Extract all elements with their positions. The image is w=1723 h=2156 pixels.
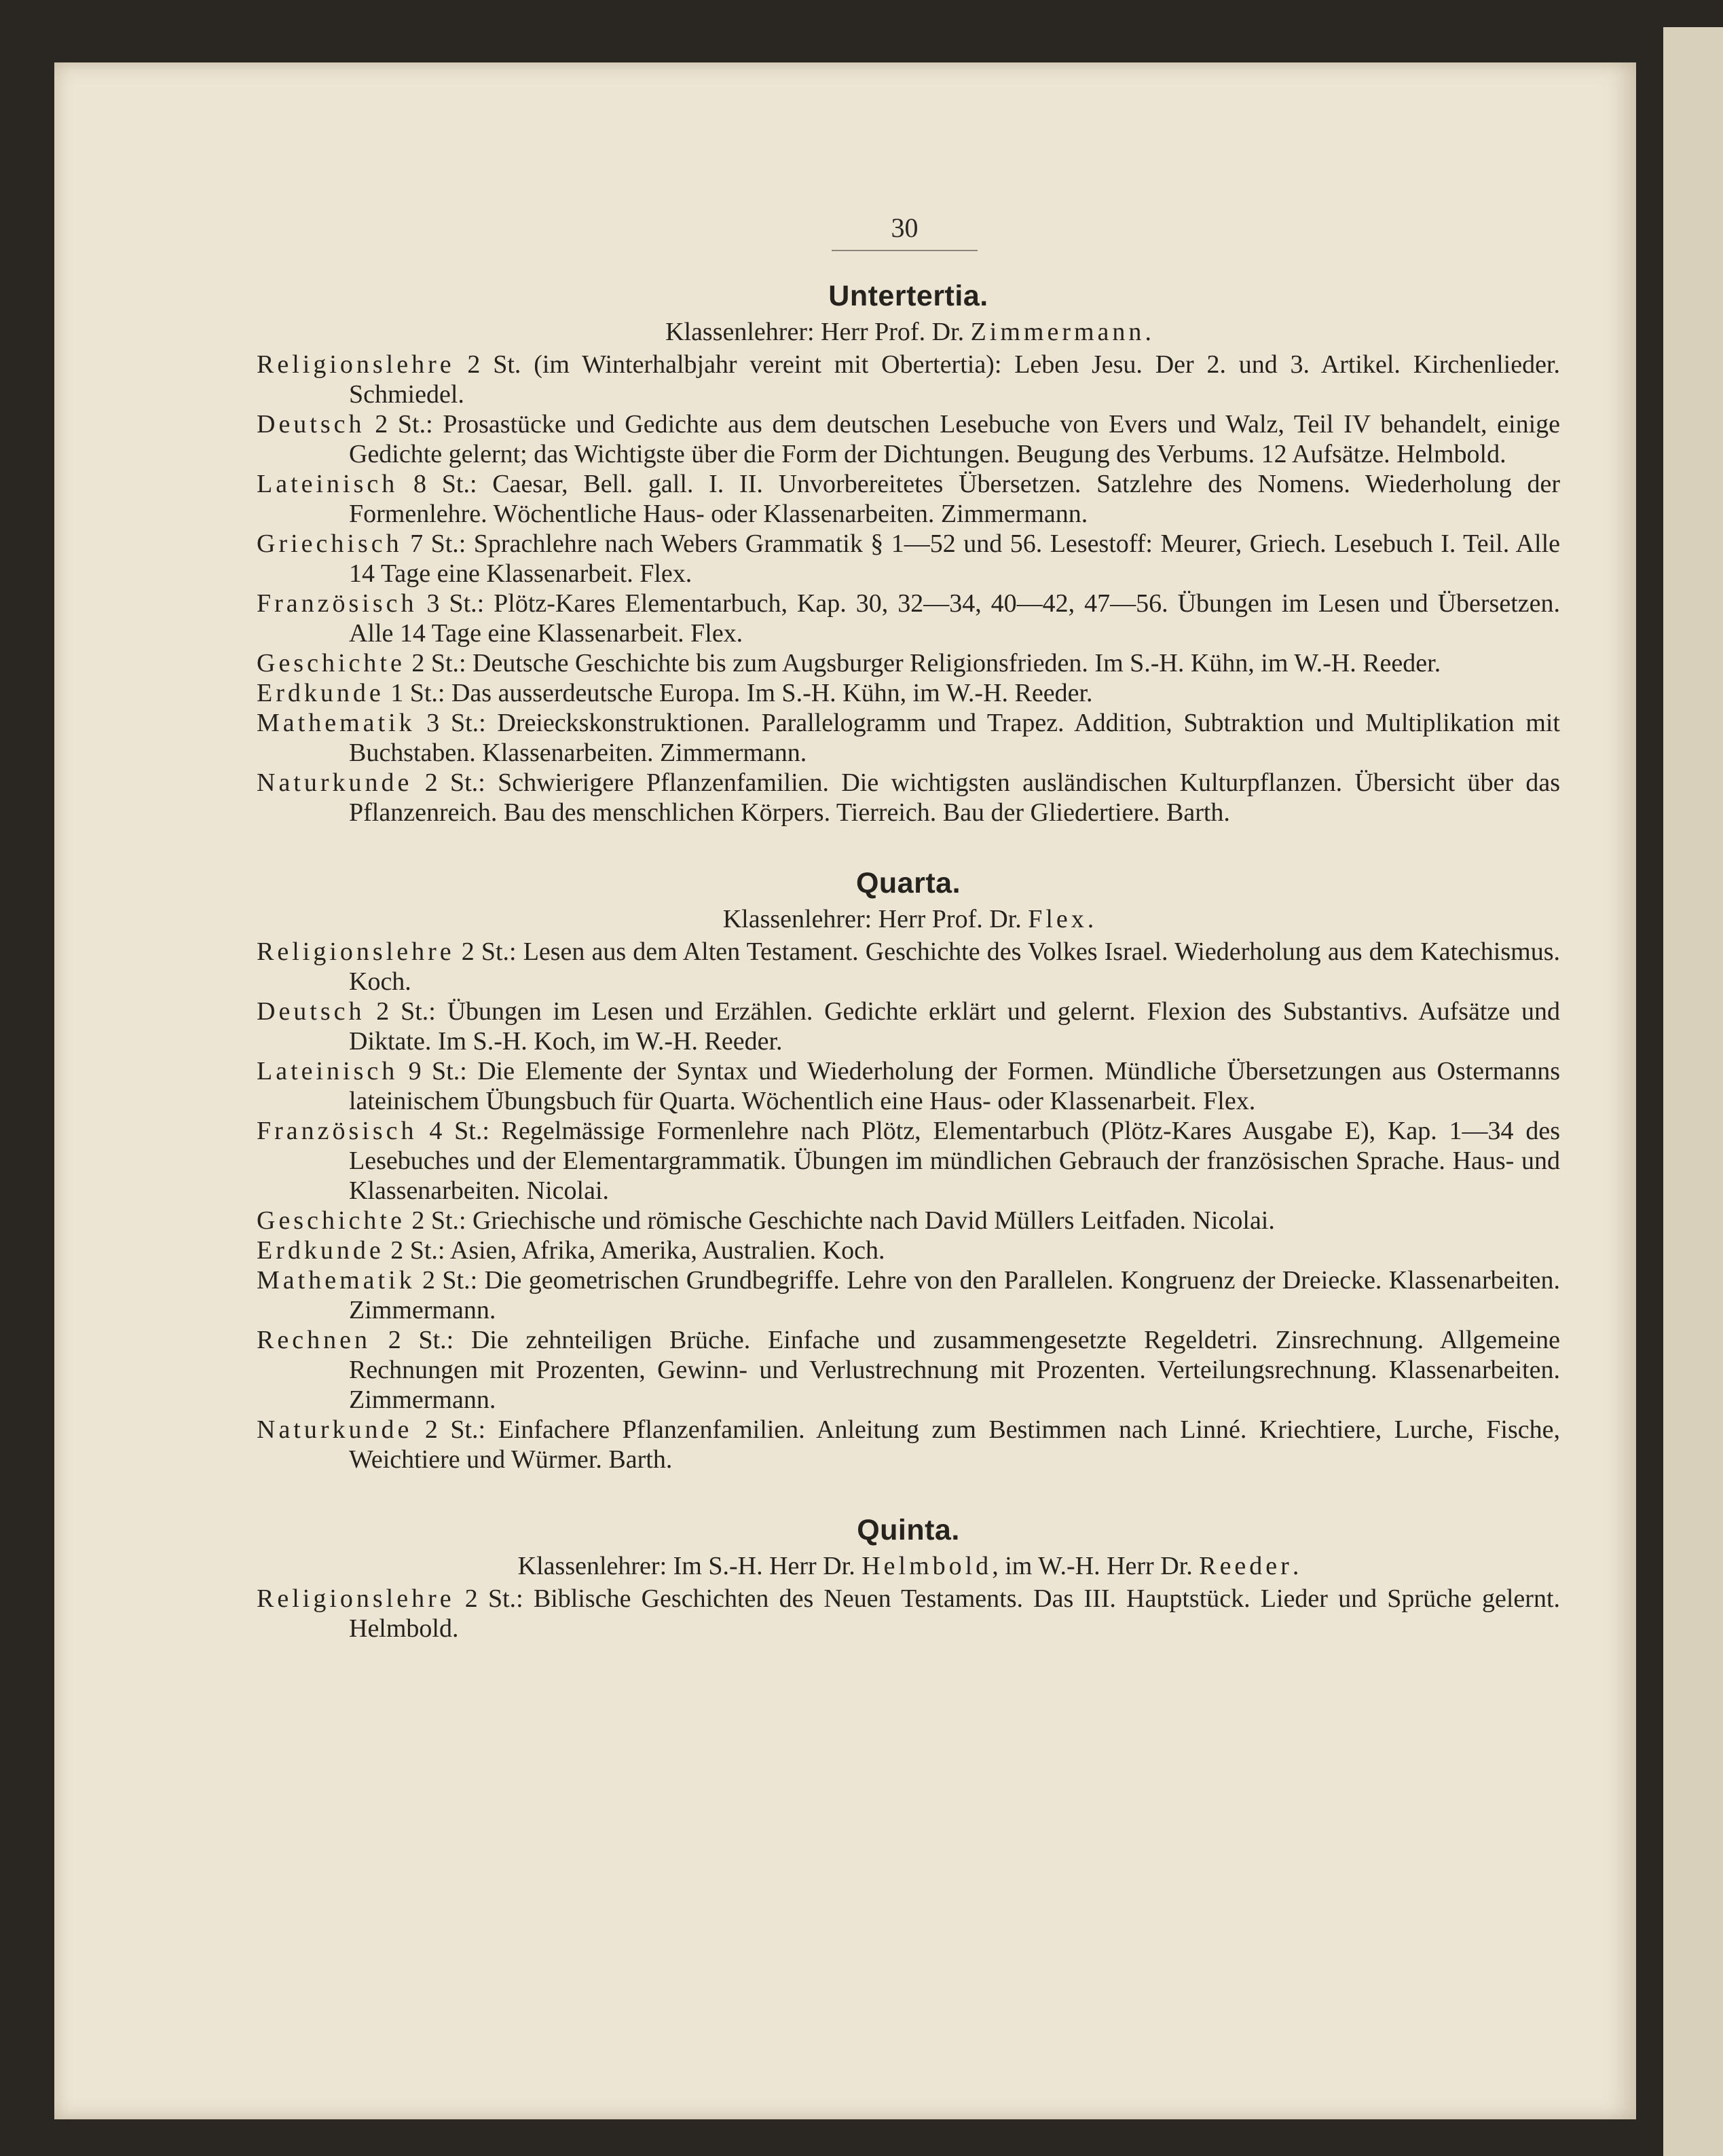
subject-name: Lateinisch: [257, 470, 399, 498]
subject-entry: [257, 678, 1560, 708]
class-teacher-prefix: Klassenlehrer: Im S.-H. Herr Dr.: [517, 1552, 862, 1580]
subject-name: Religionslehre: [257, 350, 455, 379]
subject-text: 2 St.: Griechische und römische Geschichte nach David Müllers Leitfaden. Nicolai.: [405, 1206, 1275, 1235]
subject-text: 2 St.: Deutsche Geschichte bis zum Augsburger Religionsfrieden. Im S.-H. Kühn, im W.-H. Reeder.: [405, 649, 1441, 677]
class-teacher-name: Flex: [1028, 905, 1088, 933]
class-teacher-prefix: Klassenlehrer: Herr Prof. Dr.: [665, 318, 971, 346]
subject-text: 2 St.: Die zehnteiligen Brüche. Einfache und zusammengesetzte Regeldetri. Zinsrechnung. Allgemeine Rechnungen mit Prozenten, Gewinn- und Verlustrechnung mit Prozenten. Verteilungsrechnung. Klassenarbeiten. Zimmermann.: [349, 1326, 1560, 1414]
section-title: Untertertia.: [828, 280, 988, 312]
subject-text: 3 St.: Dreieckskonstruktionen. Parallelogramm und Trapez. Addition, Subtraktion und Multiplikation mit Buchstaben. Klassenarbeiten. Zimmermann.: [349, 709, 1560, 767]
subject-entry: [257, 708, 1560, 768]
subject-text: 3 St.: Plötz-Kares Elementarbuch, Kap. 30, 32—34, 40—42, 47—56. Übungen im Lesen und Übersetzen. Alle 14 Tage eine Klassenarbeit. Flex.: [349, 589, 1560, 648]
subject-entry: [257, 1584, 1560, 1643]
class-teacher-suffix: .: [1292, 1552, 1299, 1580]
class-teacher-suffix: .: [1145, 318, 1151, 346]
subject-entry: [257, 1325, 1560, 1415]
subject-name: Mathematik: [257, 1266, 415, 1295]
section-quarta: [257, 867, 1560, 1474]
subject-text: 2 St.: Prosastücke und Gedichte aus dem deutschen Lesebuche von Evers und Walz, Teil IV behandelt, einige Gedichte gelernt; das Wichtigste über die Form der Dichtungen. Beugung des Verbums. 12 Aufsätze. Helmbold.: [349, 410, 1560, 468]
subject-entry: [257, 1116, 1560, 1206]
subject-name: Geschichte: [257, 649, 405, 677]
subject-entry: [257, 529, 1560, 589]
subject-text: 2 St.: Asien, Afrika, Amerika, Australien. Koch.: [384, 1236, 885, 1265]
subject-text: 8 St.: Caesar, Bell. gall. I. II. Unvorbereitetes Übersetzen. Satzlehre des Nomens. Wiederholung der Formenlehre. Wöchentliche Haus- oder Klassenarbeiten. Zimmermann.: [349, 470, 1560, 528]
subject-name: Französisch: [257, 1117, 418, 1145]
subject-text: 4 St.: Regelmässige Formenlehre nach Plötz, Elementarbuch (Plötz-Kares Ausgabe E), Kap. 1—34 des Lesebuches und der Elementargrammatik. Übungen im mündlichen Gebrauch der französischen Sprache. Haus- und Klassenarbeiten. Nicolai.: [349, 1117, 1560, 1205]
subject-text: 1 St.: Das ausserdeutsche Europa. Im S.-H. Kühn, im W.-H. Reeder.: [384, 679, 1093, 707]
subject-text: 2 St.: Die geometrischen Grundbegriffe. Lehre von den Parallelen. Kongruenz der Dreiecke. Klassenarbeiten. Zimmermann.: [349, 1266, 1560, 1324]
subject-text: 9 St.: Die Elemente der Syntax und Wiederholung der Formen. Mündliche Übersetzungen aus Ostermanns lateinischem Übungsbuch für Quarta. Wöchentlich eine Haus- oder Klassenarbeit. Flex.: [349, 1057, 1560, 1115]
subject-name: Lateinisch: [257, 1057, 399, 1085]
subject-text: 2 St.: Einfachere Pflanzenfamilien. Anleitung zum Bestimmen nach Linné. Kriechtiere, Lurche, Fische, Weichtiere und Würmer. Barth.: [349, 1415, 1560, 1474]
class-teacher: [257, 904, 1560, 934]
subject-name: Naturkunde: [257, 768, 413, 797]
class-teacher-name: Helmbold: [862, 1552, 993, 1580]
subject-entry: [257, 469, 1560, 529]
subject-text: 2 St.: Biblische Geschichten des Neuen Testaments. Das III. Hauptstück. Lieder und Sprüche gelernt. Helmbold.: [349, 1584, 1560, 1643]
subject-name: Rechnen: [257, 1326, 371, 1354]
class-teacher: [257, 1551, 1560, 1581]
class-teacher-suffix: .: [1087, 905, 1094, 933]
subject-entry: [257, 1206, 1560, 1235]
subject-name: Naturkunde: [257, 1415, 413, 1444]
class-teacher-name: Zimmermann: [970, 318, 1145, 346]
subject-text: 7 St.: Sprachlehre nach Webers Grammatik § 1—52 und 56. Lesestoff: Meurer, Griech. Lesebuch I. Teil. Alle 14 Tage eine Klassenarbeit. Flex.: [349, 529, 1560, 588]
section-title: Quarta.: [855, 867, 961, 899]
subject-name: Erdkunde: [257, 1236, 384, 1265]
subject-name: Französisch: [257, 589, 418, 618]
class-teacher-name: Reeder: [1199, 1552, 1293, 1580]
page-number: 30: [891, 212, 919, 243]
page-content: [257, 280, 1560, 1683]
subject-name: Deutsch: [257, 410, 365, 439]
section-untertertia: [257, 280, 1560, 828]
subject-text: 2 St.: Lesen aus dem Alten Testament. Geschichte des Volkes Israel. Wiederholung aus dem Katechismus. Koch.: [349, 937, 1560, 996]
subject-entry: [257, 1235, 1560, 1265]
class-teacher-mid: , im W.-H. Herr Dr.: [992, 1552, 1200, 1580]
subject-name: Religionslehre: [257, 937, 455, 966]
subject-name: Religionslehre: [257, 1584, 455, 1613]
subject-name: Griechisch: [257, 529, 403, 558]
page-number-rule: [832, 250, 978, 251]
subject-text: 2 St.: Übungen im Lesen und Erzählen. Gedichte erklärt und gelernt. Flexion des Substantivs. Aufsätze und Diktate. Im S.-H. Koch, im W.-H. Reeder.: [349, 997, 1560, 1056]
next-page-edge: [1663, 27, 1723, 2156]
section-title: Quinta.: [857, 1514, 960, 1546]
class-teacher: [257, 317, 1560, 347]
subject-entry: [257, 1415, 1560, 1474]
subject-entry: [257, 937, 1560, 997]
subject-text: 2 St.: Schwierigere Pflanzenfamilien. Die wichtigsten ausländischen Kulturpflanzen. Übersicht über das Pflanzenreich. Bau des menschlichen Körpers. Tierreich. Bau der Gliedertiere. Barth.: [349, 768, 1560, 827]
subject-entry: [257, 589, 1560, 648]
subject-entry: [257, 1056, 1560, 1116]
subject-name: Erdkunde: [257, 679, 384, 707]
subject-entry: [257, 768, 1560, 828]
class-teacher-prefix: Klassenlehrer: Herr Prof. Dr.: [722, 905, 1029, 933]
subject-entry: [257, 350, 1560, 409]
subject-name: Geschichte: [257, 1206, 405, 1235]
subject-entry: [257, 648, 1560, 678]
section-quinta: [257, 1514, 1560, 1643]
subject-entry: [257, 1265, 1560, 1325]
subject-text: 2 St. (im Winterhalbjahr vereint mit Obertertia): Leben Jesu. Der 2. und 3. Artikel. Kirchenlieder. Schmiedel.: [349, 350, 1560, 409]
subject-name: Deutsch: [257, 997, 365, 1026]
subject-entry: [257, 409, 1560, 469]
subject-name: Mathematik: [257, 709, 415, 737]
subject-entry: [257, 997, 1560, 1056]
